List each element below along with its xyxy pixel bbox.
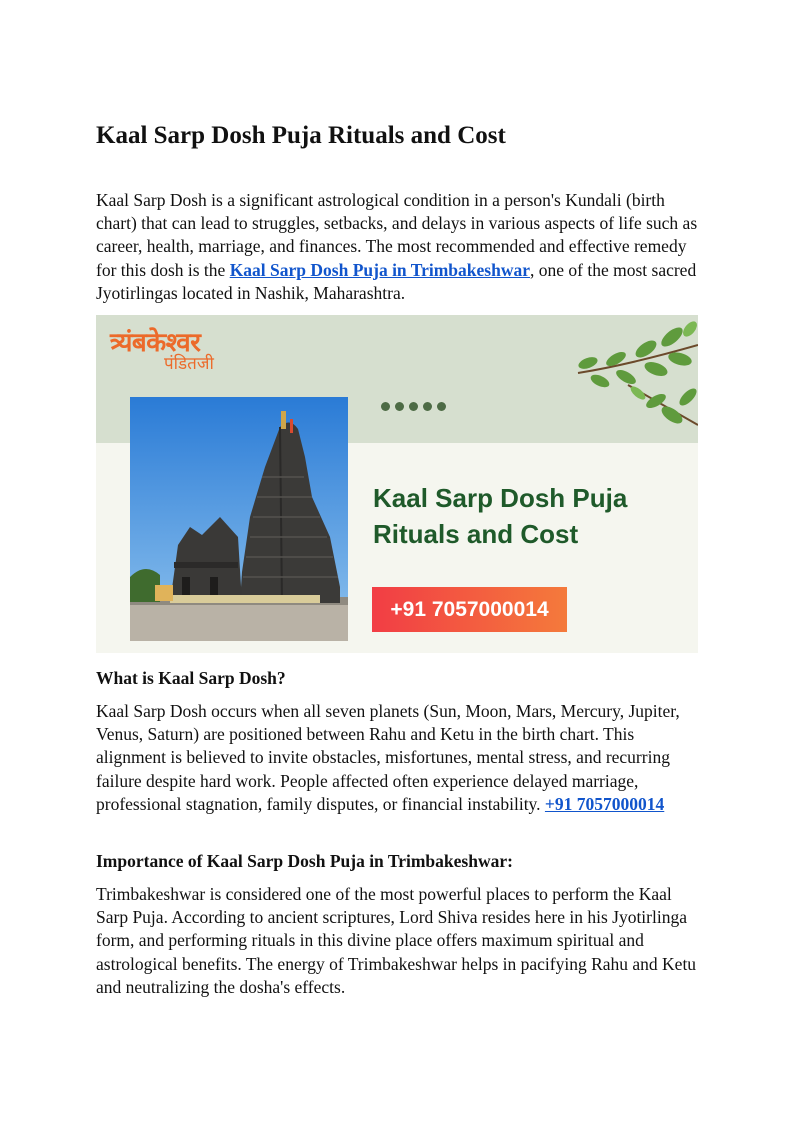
section-heading-importance: Importance of Kaal Sarp Dosh Puja in Trimbakeshwar: — [96, 851, 513, 871]
intro-text-end: , one of the most sacred Jyotirlingas located in Nashik, Maharashtra. — [96, 259, 697, 303]
page-title: Kaal Sarp Dosh Puja Rituals and Cost — [96, 122, 506, 149]
leaves-icon — [568, 315, 698, 443]
intro-text: Kaal Sarp Dosh is a significant astrological condition in a person's Kundali (birth chart) that can lead to struggles, setbacks, and delays in various aspects of life such as career, health, marriage, and finances. The most recommended and effective remedy for this dosh is the — [96, 190, 698, 280]
section-heading-what: What is Kaal Sarp Dosh? — [96, 668, 286, 688]
temple-photo — [130, 397, 348, 641]
decorative-dots — [381, 402, 446, 411]
promo-banner — [96, 315, 698, 653]
puja-trimbakeshwar-link[interactable]: Kaal Sarp Dosh Puja in Trimbakeshwar — [229, 259, 530, 280]
importance-paragraph: Trimbakeshwar is considered one of the most powerful places to perform the Kaal Sarp Puja. According to ancient scriptures, Lord Shiva resides here in his Jyotirlinga form, and performing rituals in this divine place offers maximum spiritual and astrological benefits. The energy of Trimbakeshwar helps in pacifying Rahu and Ketu and neutralizing the dosha's effects. — [96, 884, 697, 997]
what-paragraph — [96, 700, 698, 816]
phone-link[interactable]: +91 7057000014 — [544, 793, 665, 814]
brand-logo-subtitle: पंडितजी — [164, 354, 214, 374]
banner-title: Kaal Sarp Dosh Puja Rituals and Cost — [373, 483, 628, 549]
phone-badge[interactable]: +91 7057000014 — [372, 587, 567, 632]
brand-logo: त्र्यंबकेश्वर — [110, 328, 201, 358]
what-text: Kaal Sarp Dosh occurs when all seven planets (Sun, Moon, Mars, Mercury, Jupiter, Venus, Saturn) are positioned between Rahu and Ketu in the birth chart. This alignment is believed to invite obstacles, misfortunes, mental stress, and recurring failure despite hard work. People affected often experience delayed marriage, professional stagnation, family disputes, or financial instability. — [96, 701, 680, 814]
intro-paragraph — [96, 189, 698, 305]
